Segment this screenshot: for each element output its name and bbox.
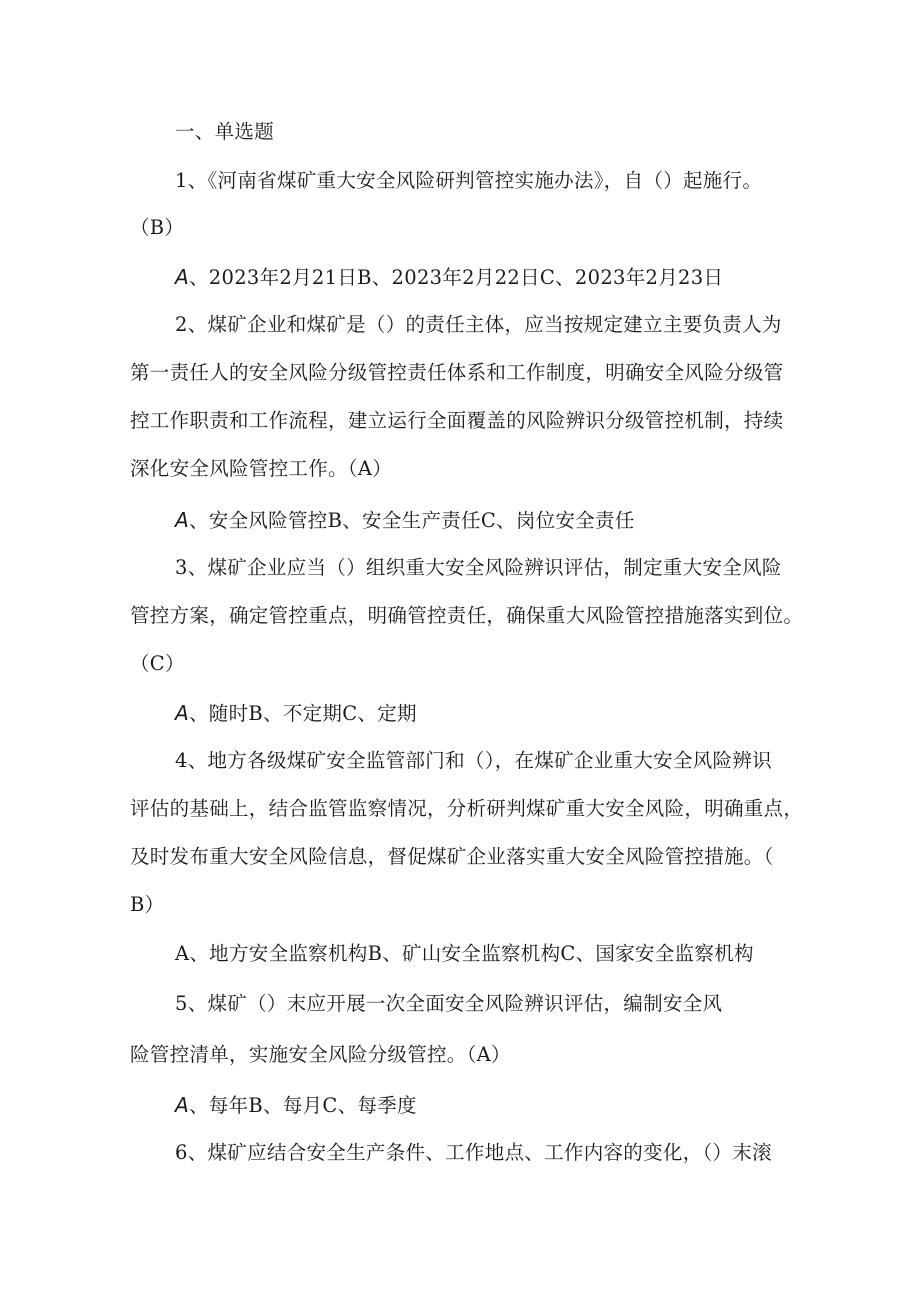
question-2-options <box>175 506 635 535</box>
question-4-line-4: B） <box>130 893 165 916</box>
section-title: 一、单选题 <box>175 120 275 143</box>
option-a-letter: A <box>175 508 189 532</box>
question-3-line-3: （C） <box>130 652 185 675</box>
question-2-line-4: 深化安全风险管控工作。（A） <box>130 457 393 480</box>
question-2-line-1: 2、煤矿企业和煤矿是（）的责任主体，应当按规定建立主要负责人为 <box>175 313 782 336</box>
options-text: 、每年B、每月C、每季度 <box>188 1094 417 1117</box>
question-1-options <box>175 263 723 292</box>
question-3-line-2: 管控方案，确定管控重点，明确管控责任，确保重大风险管控措施落实到位。 <box>130 604 804 627</box>
question-1-line-1: 1、《河南省煤矿重大安全风险研判管控实施办法》，自（）起施行。 <box>175 169 763 192</box>
question-1-line-2: （B） <box>130 216 185 239</box>
question-2-line-2: 第一责任人的安全风险分级管控责任体系和工作制度，明确安全风险分级管 <box>130 361 784 384</box>
question-3-line-1: 3、煤矿企业应当（）组织重大安全风险辨识评估，制定重大安全风险 <box>175 556 782 579</box>
options-text: 、安全风险管控B、安全生产责任C、岗位安全责任 <box>188 509 635 532</box>
options-text: 、随时B、不定期C、定期 <box>188 702 417 725</box>
question-4-line-2: 评估的基础上，结合监管监察情况，分析研判煤矿重大安全风险，明确重点， <box>130 797 804 820</box>
option-a-letter: A <box>175 1093 189 1117</box>
question-3-options <box>175 699 417 728</box>
question-5-line-1: 5、煤矿（）末应开展一次全面安全风险辨识评估，编制安全风 <box>175 992 723 1015</box>
option-a-letter: A <box>175 265 189 289</box>
question-4-line-1: 4、地方各级煤矿安全监管部门和（），在煤矿企业重大安全风险辨识 <box>175 749 772 772</box>
question-2-line-3: 控工作职责和工作流程，建立运行全面覆盖的风险辨识分级管控机制，持续 <box>130 409 784 432</box>
question-5-options <box>175 1091 417 1120</box>
question-5-line-2: 险管控清单，实施安全风险分级管控。（A） <box>130 1043 511 1066</box>
question-6-line-1: 6、煤矿应结合安全生产条件、工作地点、工作内容的变化，（）末滚 <box>175 1141 772 1164</box>
options-text: 、2023年2月21日B、2023年2月22日C、2023年2月23日 <box>188 266 724 289</box>
question-4-options: A、地方安全监察机构B、矿山安全监察机构C、国家安全监察机构 <box>175 942 754 965</box>
option-a-letter: A <box>175 701 189 725</box>
question-4-line-3: 及时发布重大安全风险信息，督促煤矿企业落实重大安全风险管控措施。（ <box>130 845 774 868</box>
